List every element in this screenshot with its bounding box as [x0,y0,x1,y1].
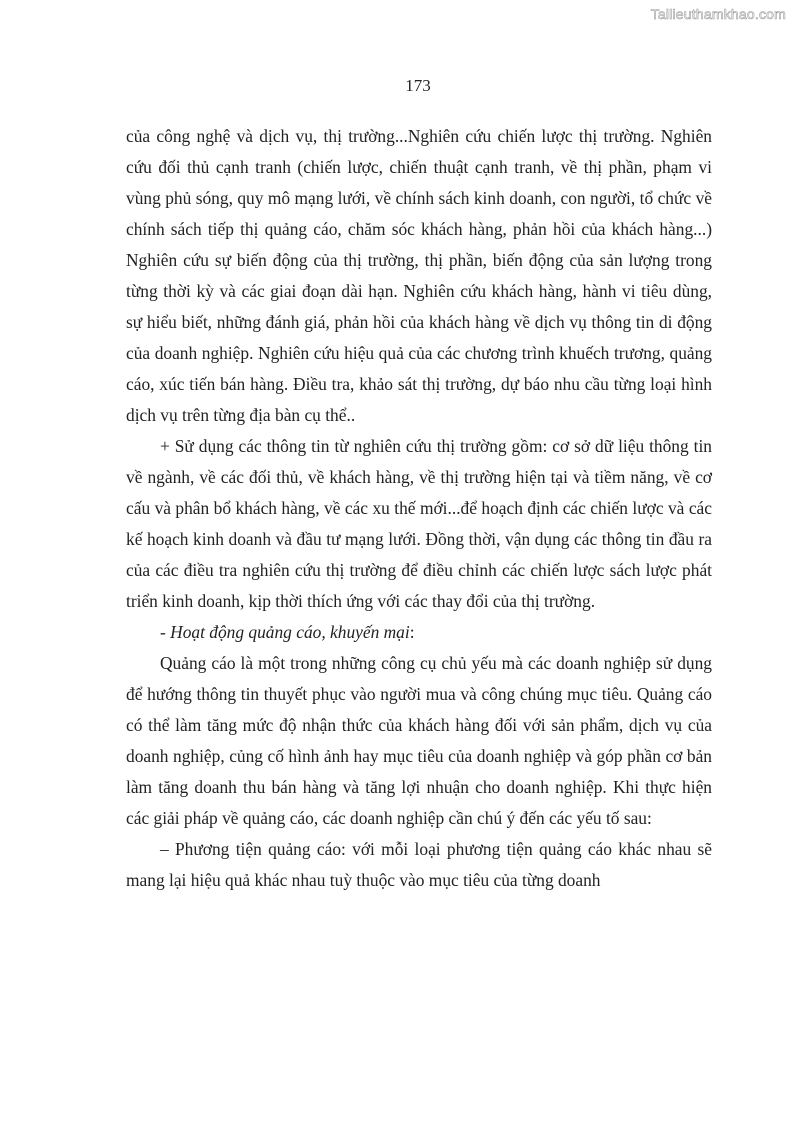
section-heading-advertising [126,617,712,648]
heading-prefix: - [160,622,171,642]
heading-suffix: : [409,622,415,642]
page-number: 173 [405,76,431,95]
watermark: Tailieuthamkhao.com [650,6,786,22]
paragraph-advertising: Quảng cáo là một trong những công cụ chủ yếu mà các doanh nghiệp sử dụng để hướng thông tin thuyết phục vào người mua và công chúng mục tiêu. Quảng cáo có thể làm tăng mức độ nhận thức của khách hàng đối với sản phẩm, dịch vụ của doanh nghiệp, củng cố hình ảnh hay mục tiêu của doanh nghiệp và góp phần cơ bản làm tăng doanh thu bán hàng và tăng lợi nhuận cho doanh nghiệp. Khi thực hiện các giải pháp về quảng cáo, các doanh nghiệp cần chú ý đến các yếu tố sau: [126,653,712,828]
paragraph-market-research-usage: + Sử dụng các thông tin từ nghiên cứu thị trường gồm: cơ sở dữ liệu thông tin về ngành, về các đối thủ, về khách hàng, về thị trường hiện tại và tiềm năng, về cơ cấu và phân bổ khách hàng, về các xu thế mới...để hoạch định các chiến lược và các kế hoạch kinh doanh và đầu tư mạng lưới. Đồng thời, vận dụng các thông tin đầu ra của các điều tra nghiên cứu thị trường để điều chỉnh các chiến lược sách lược phát triển kinh doanh, kịp thời thích ứng với các thay đổi của thị trường. [126,436,712,611]
heading-italic-text: Hoạt động quảng cáo, khuyến mại [170,622,410,642]
document-body [126,121,712,896]
paragraph-advertising-media: – Phương tiện quảng cáo: với mỗi loại phương tiện quảng cáo khác nhau sẽ mang lại hiệu quả khác nhau tuỳ thuộc vào mục tiêu của từng doanh [126,839,712,890]
paragraph-continuation: của công nghệ và dịch vụ, thị trường...Nghiên cứu chiến lược thị trường. Nghiên cứu đối thủ cạnh tranh (chiến lược, chiến thuật cạnh tranh, về thị phần, phạm vi vùng phủ sóng, quy mô mạng lưới, về chính sách kinh doanh, con người, tổ chức về chính sách tiếp thị quảng cáo, chăm sóc khách hàng, phản hồi của khách hàng...) Nghiên cứu sự biến động của thị trường, thị phần, biến động của sản lượng trong từng thời kỳ và các giai đoạn dài hạn. Nghiên cứu khách hàng, hành vi tiêu dùng, sự hiểu biết, những đánh giá, phản hồi của khách hàng về dịch vụ thông tin di động của doanh nghiệp. Nghiên cứu hiệu quả của các chương trình khuếch trương, quảng cáo, xúc tiến bán hàng. Điều tra, khảo sát thị trường, dự báo nhu cầu từng loại hình dịch vụ trên từng địa bàn cụ thể.. [126,126,712,425]
